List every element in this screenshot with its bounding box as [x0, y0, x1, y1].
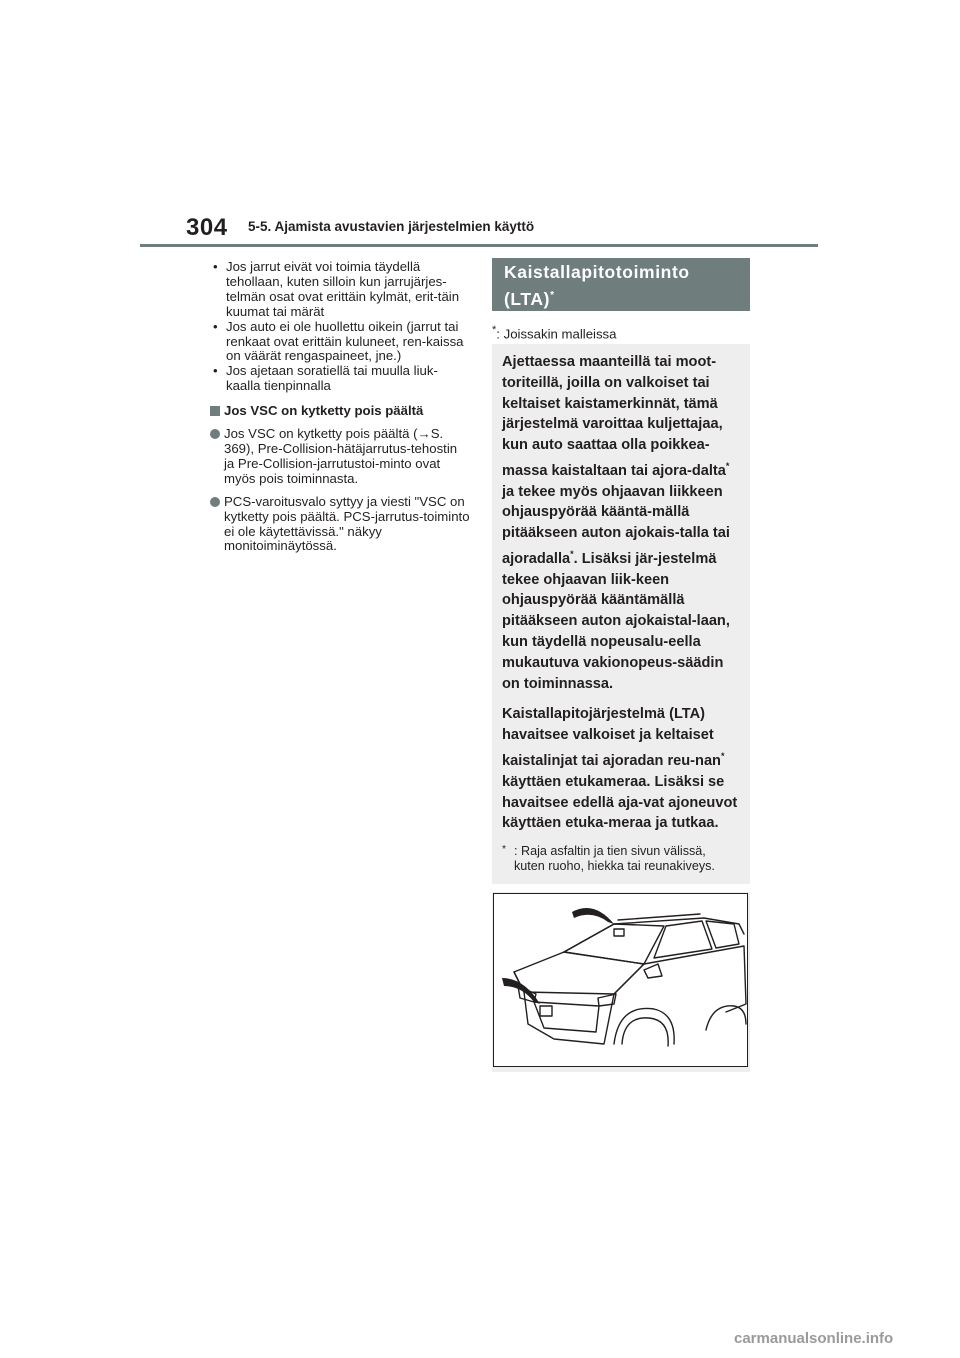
camera-pointer-arrow	[572, 908, 614, 924]
feature-title-line1: Kaistallapitotoiminto	[504, 262, 690, 282]
text-run: . Lisäksi jär-jestelmä tekee ohjaavan liik-keen ohjauspyörää kääntämällä pitääkseen auton ajokaistal-laan, kun täydellä nopeusalu-eella mukautuva vakionopeus-säädin on toiminnassa.	[502, 550, 730, 692]
asterisk-mark: *	[492, 324, 497, 336]
feature-title-band	[492, 258, 750, 311]
info-paragraph	[210, 427, 470, 487]
text-run: Ajettaessa maanteillä tai moot-toriteillä, joilla on valkoiset tai keltaiset kaistamerkinnät, tämä järjestelmä varoittaa kuljettajaa, kun auto saattaa olla poikkea-massa kaistaltaan tai ajora-dalta	[502, 354, 726, 479]
footnote-text: : Raja asfaltin ja tien sivun välissä, kuten ruoho, hiekka tai reunakiveys.	[514, 844, 715, 874]
feature-title-line2: (LTA)	[504, 288, 551, 309]
condition-list	[210, 260, 470, 394]
availability-footnote	[492, 324, 616, 341]
subheading	[210, 404, 470, 419]
list-item: • Jos jarrut eivät voi toimia täydellä tehollaan, kuten silloin kun jarrujärjes-telmän osat ovat erittäin kylmät, erit-täin kuumat tai märät	[210, 260, 470, 320]
figure-frame	[493, 893, 748, 1067]
car-roof-line	[564, 918, 744, 952]
asterisk-mark: *	[570, 549, 574, 560]
list-item: • Jos ajetaan soratiellä tai muulla liuk-kaalla tienpinnalla	[210, 364, 470, 394]
asterisk-mark: *	[720, 751, 725, 762]
paragraph-text: Jos VSC on kytketty pois päältä (→S. 369), Pre-Collision-hätäjarrutus-tehostin ja Pre-Collision-jarrutustoi-minto ovat myös pois toiminnasta.	[224, 426, 458, 486]
camera-sensor	[614, 929, 624, 936]
hood	[514, 952, 644, 994]
left-column	[210, 260, 470, 554]
asterisk-mark: *	[502, 843, 507, 856]
paragraph-text: PCS-varoitusvalo syttyy ja viesti "VSC on kytketty pois päältä. PCS-jarrutus-toiminto ei ole käytettävissä." näkyy monitoiminäytössä.	[224, 493, 470, 554]
front-wheel	[622, 1018, 668, 1046]
watermark: carmanualsonline.info	[734, 1330, 894, 1347]
radar-sensor	[540, 1006, 552, 1016]
text-run: Kaistallapitojärjestelmä (LTA) havaitsee valkoiset ja keltaiset kaistalinjat tai ajoradan reu-nan	[502, 706, 721, 769]
footnote-text: : Joissakin malleissa	[496, 326, 617, 342]
section-title: 5-5. Ajamista avustavien järjestelmien käyttö	[248, 219, 535, 234]
mirror	[644, 964, 662, 978]
rear-window	[706, 921, 739, 948]
info-paragraph	[210, 495, 470, 555]
asterisk-mark: *	[725, 460, 730, 471]
page-number: 304	[186, 214, 228, 241]
car-side	[614, 946, 746, 1012]
description-panel	[492, 344, 750, 884]
text-run: käyttäen etukameraa. Lisäksi se havaitsee edellä aja-vat ajoneuvot käyttäen etuka-meraa ja tutkaa.	[502, 773, 738, 832]
header-rule	[140, 244, 818, 247]
text-run: ja tekee myös ohjaavan liikkeen ohjauspyörää kääntä-mällä pitääkseen auton ajokais-talla tai ajoradalla	[502, 483, 730, 567]
figure-box	[492, 892, 750, 1072]
rear-wheel-arch	[706, 1006, 746, 1030]
circle-bullet-icon	[210, 429, 220, 439]
description-paragraph	[502, 704, 740, 834]
radar-pointer-arrow	[502, 978, 540, 1004]
list-item: • Jos auto ei ole huollettu oikein (jarrut tai renkaat ovat erittäin kuluneet, ren-kaissa on väärät rengaspaineet, jne.)	[210, 320, 470, 365]
subheading-text: Jos VSC on kytketty pois päältä	[224, 403, 424, 419]
circle-bullet-icon	[210, 497, 220, 507]
description-paragraph	[502, 352, 740, 694]
asterisk-mark: *	[550, 290, 555, 301]
square-bullet-icon	[210, 406, 220, 416]
car-sensor-illustration	[494, 894, 747, 1066]
panel-footnote	[502, 844, 740, 874]
